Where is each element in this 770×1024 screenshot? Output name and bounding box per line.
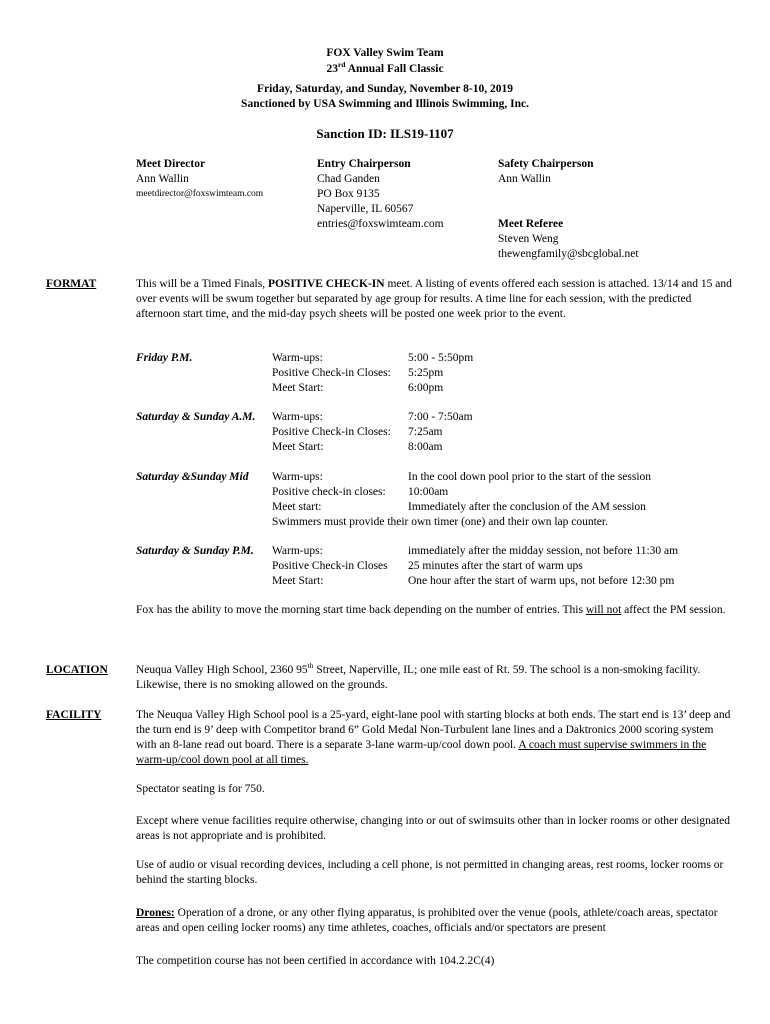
schedule-label: Meet Start: <box>272 382 324 394</box>
schedule-label: Warm-ups: <box>272 411 323 423</box>
schedule-day-weekend-mid: Saturday &Sunday Mid <box>136 471 249 483</box>
facility-coach-note: A coach must supervise swimmers in the warm-up/cool down pool at all times. <box>136 739 707 766</box>
format-closing-text-a: Fox has the ability to move the morning start time back depending on the number of entries. This <box>136 604 586 616</box>
safety-chair-name: Ann Wallin <box>498 173 551 185</box>
team-name: FOX Valley Swim Team <box>326 47 444 59</box>
schedule-value: immediately after the midday session, not before 11:30 am <box>408 545 679 557</box>
entry-chair-title: Entry Chairperson <box>317 158 411 170</box>
schedule-label: Warm-ups: <box>272 471 323 483</box>
schedule-value: 7:25am <box>408 426 443 438</box>
facility-description <box>136 708 732 768</box>
meet-director-block <box>136 157 263 202</box>
meet-referee-email[interactable]: thewengfamily@sbcglobal.net <box>498 248 639 260</box>
schedule-value: 10:00am <box>408 486 449 498</box>
meet-referee-name: Steven Weng <box>498 233 559 245</box>
drones-label: Drones: <box>136 907 175 919</box>
entry-chair-block <box>317 157 444 232</box>
sanction-id: Sanction ID: ILS19-1107 <box>316 126 454 141</box>
format-closing-underline: will not <box>585 604 622 616</box>
schedule-label: Positive Check-in Closes: <box>272 426 391 438</box>
entry-chair-address-2: Naperville, IL 60567 <box>317 203 414 215</box>
schedule-value: 7:00 - 7:50am <box>408 411 473 423</box>
annual-title-rest: Annual Fall Classic <box>345 63 444 75</box>
schedule-label: Meet start: <box>272 501 322 513</box>
sanctioned-by: Sanctioned by USA Swimming and Illinois Swimming, Inc. <box>241 98 529 110</box>
schedule-value: 5:25pm <box>408 367 444 379</box>
format-intro-bold: POSITIVE CHECK-IN <box>267 278 385 290</box>
schedule-value: One hour after the start of warm ups, not before 12:30 pm <box>408 575 675 587</box>
schedule-label: Positive Check-in Closes <box>272 560 388 572</box>
meet-referee-title: Meet Referee <box>498 218 564 230</box>
meet-referee-block <box>498 217 639 262</box>
entry-chair-name: Chad Ganden <box>317 173 380 185</box>
safety-chair-block <box>498 157 594 187</box>
facility-changing: Except where venue facilities require otherwise, changing into or out of swimsuits other than in locker rooms or other designated areas is not appropriate and is prohibited. <box>136 815 730 842</box>
meet-director-name: Ann Wallin <box>136 173 189 185</box>
facility-seating: Spectator seating is for 750. <box>136 783 265 795</box>
drones-text: Operation of a drone, or any other flying apparatus, is prohibited over the venue (pools, athlete/coach areas, spectator areas and open ceiling locker rooms) any time athletes, coaches, officials and/or spectators are present <box>136 907 718 934</box>
entry-chair-address-1: PO Box 9135 <box>317 188 380 200</box>
schedule-day-weekend-am: Saturday & Sunday A.M. <box>136 411 256 423</box>
schedule-label: Warm-ups: <box>272 545 323 557</box>
location-label: LOCATION <box>46 664 108 676</box>
format-intro-text-a: This will be a Timed Finals, <box>136 278 268 290</box>
schedule-value: 8:00am <box>408 441 443 453</box>
schedule-value: In the cool down pool prior to the start of the session <box>408 471 652 483</box>
facility-drones <box>136 906 732 936</box>
format-intro-text-b: meet. A listing of events offered each session is attached. 13/14 and 15 and over events will be swum together but separated by age group for results. A time line for each session, with the predicted afternoon start time, and the mid-day psych sheets will be posted one week prior to the event. <box>136 278 732 320</box>
entry-chair-email[interactable]: entries@foxswimteam.com <box>317 218 444 230</box>
meet-dates: Friday, Saturday, and Sunday, November 8-10, 2019 <box>256 83 514 95</box>
format-closing <box>136 603 732 618</box>
format-closing-text-b: affect the PM session. <box>621 604 726 616</box>
schedule-value: 25 minutes after the start of warm ups <box>408 560 583 572</box>
schedule-day-weekend-pm: Saturday & Sunday P.M. <box>136 545 254 557</box>
format-intro <box>136 277 732 322</box>
schedule-label: Meet Start: <box>272 575 324 587</box>
schedule-value: 5:00 - 5:50pm <box>408 352 474 364</box>
location-text-a: Neuqua Valley High School, 2360 95 <box>136 664 308 676</box>
location-text-b: Street, Naperville, IL; one mile east of Rt. 59. The school is a non-smoking facility. Likewise, there is no smoking allowed on the grounds. <box>136 664 701 691</box>
meet-director-email[interactable]: meetdirector@foxswimteam.com <box>136 189 264 199</box>
annual-number: 23 <box>326 63 338 75</box>
schedule-note: Swimmers must provide their own timer (one) and their own lap counter. <box>272 516 608 528</box>
facility-recording: Use of audio or visual recording devices, including a cell phone, is not permitted in changing areas, rest rooms, locker rooms or behind the starting blocks. <box>136 859 724 886</box>
location-text <box>136 663 732 693</box>
meet-director-title: Meet Director <box>136 158 206 170</box>
schedule-label: Warm-ups: <box>272 352 323 364</box>
schedule-value: 6:00pm <box>408 382 444 394</box>
schedule-day-friday-pm: Friday P.M. <box>136 352 193 364</box>
format-label: FORMAT <box>46 278 97 290</box>
schedule-value: Immediately after the conclusion of the AM session <box>408 501 646 513</box>
schedule-label: Positive Check-in Closes: <box>272 367 391 379</box>
safety-chair-title: Safety Chairperson <box>498 158 594 170</box>
facility-label: FACILITY <box>46 709 102 721</box>
schedule-label: Meet Start: <box>272 441 324 453</box>
schedule-label: Positive check-in closes: <box>272 486 386 498</box>
annual-ordinal: rd <box>337 60 346 70</box>
meet-title <box>0 62 770 77</box>
facility-text: The Neuqua Valley High School pool is a 25-yard, eight-lane pool with starting blocks at both ends. The start end is 13’ deep and the turn end is 9’ deep with Competitor brand 6” Gold Medal Non-Turbulent lane lines and a Daktronics 2000 scoring system with an 8-lane read out board. There is a separate 3-lane warm-up/cool down pool. <box>136 709 731 751</box>
facility-course-note: The competition course has not been certified in accordance with 104.2.2C(4) <box>136 955 495 967</box>
location-ordinal: th <box>307 661 314 671</box>
